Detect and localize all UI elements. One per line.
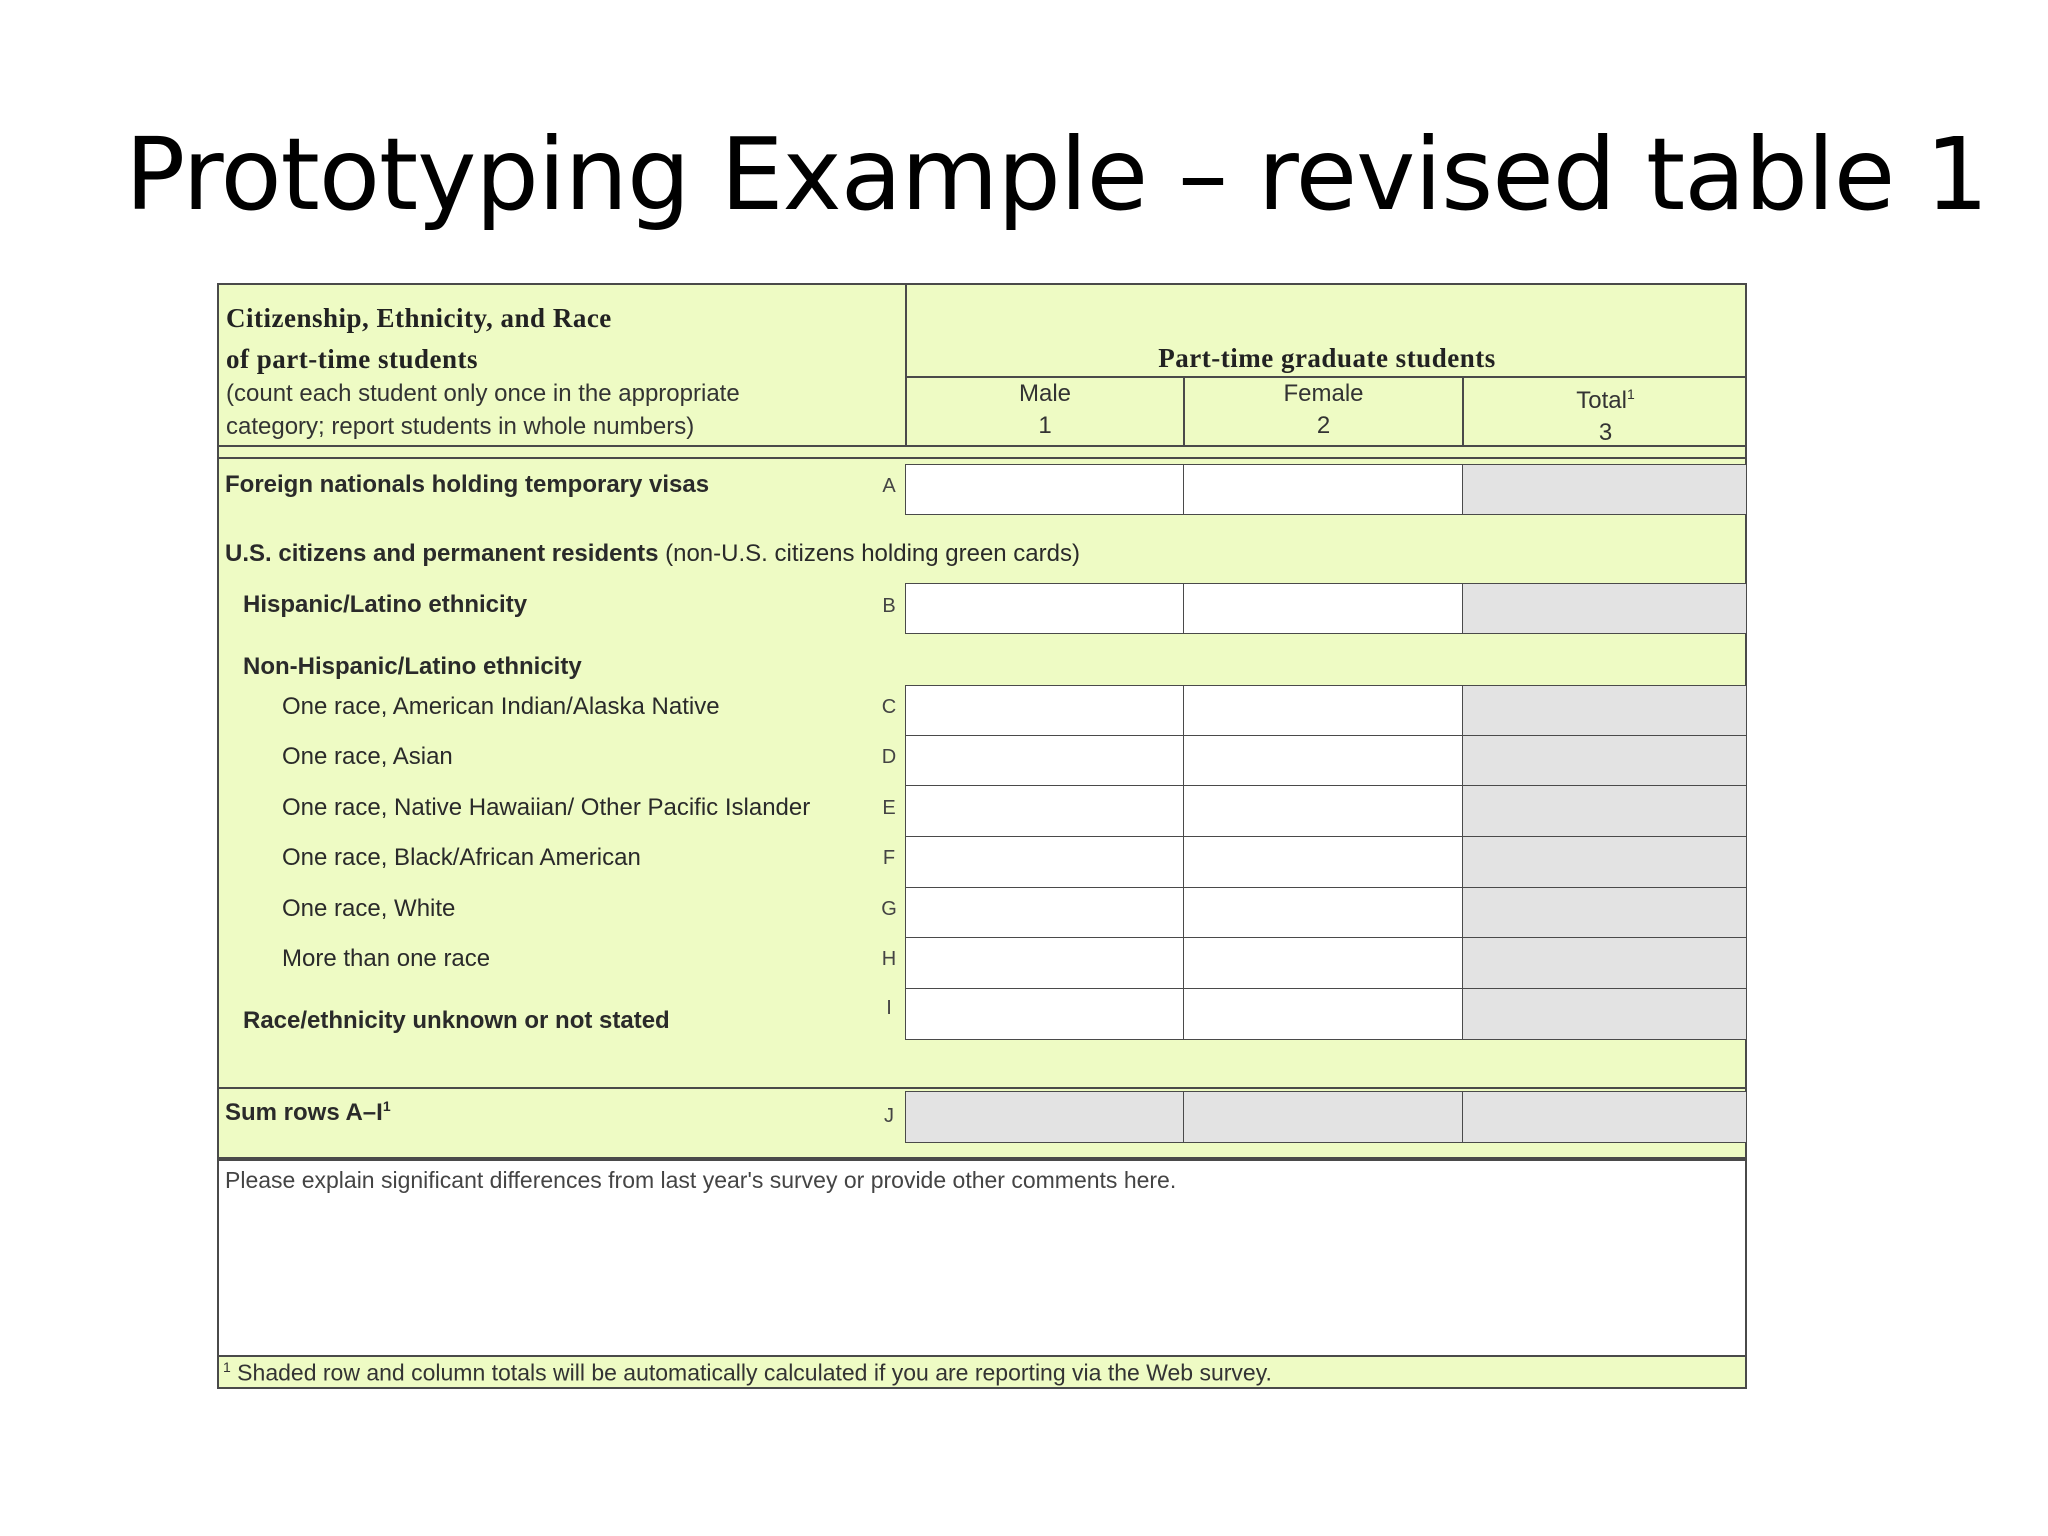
- row-j-female-cell: [1183, 1091, 1463, 1143]
- column-number: 1: [1038, 412, 1052, 439]
- row-f-male-input[interactable]: [905, 836, 1184, 888]
- comments-textarea[interactable]: [219, 1159, 1745, 1357]
- row-e-female-input[interactable]: [1183, 785, 1463, 837]
- row-a-male-input[interactable]: [905, 464, 1184, 515]
- row-d-male-input[interactable]: [905, 735, 1184, 786]
- section-bold-text: U.S. citizens and permanent residents: [225, 540, 659, 567]
- column-number: 3: [1598, 419, 1613, 446]
- row-a-female-input[interactable]: [1183, 464, 1463, 515]
- slide-title: Prototyping Example – revised table 1: [125, 116, 1988, 233]
- column-label: Female: [1283, 380, 1364, 407]
- row-b-female-input[interactable]: [1183, 583, 1463, 634]
- row-c-label: One race, American Indian/Alaska Native: [282, 693, 720, 720]
- column-label: Total: [1576, 387, 1627, 414]
- row-h-total-cell: [1462, 937, 1747, 989]
- row-a-total-cell: [1462, 464, 1747, 515]
- row-j-letter: J: [884, 1105, 894, 1127]
- header-note-line1: (count each student only once in the appropriate: [226, 380, 740, 407]
- row-d-total-cell: [1462, 735, 1747, 786]
- row-e-letter: E: [882, 797, 896, 819]
- row-e-total-cell: [1462, 785, 1747, 837]
- column-footnote-marker: 1: [1626, 386, 1635, 402]
- row-j-footnote-marker: 1: [382, 1098, 391, 1114]
- comments-prompt: Please explain significant differences from last year's survey or provide other comments here.: [225, 1167, 1177, 1193]
- header-note-line2: category; report students in whole numbers): [226, 413, 695, 440]
- row-a-letter: A: [882, 475, 896, 497]
- row-d-letter: D: [881, 746, 897, 768]
- row-g-total-cell: [1462, 887, 1747, 938]
- row-i-total-cell: [1462, 988, 1747, 1040]
- row-i-female-input[interactable]: [1183, 988, 1463, 1040]
- row-f-total-cell: [1462, 836, 1747, 888]
- sum-row-top-rule: [219, 1087, 1745, 1089]
- row-g-male-input[interactable]: [905, 887, 1184, 938]
- row-f-label: One race, Black/African American: [282, 844, 641, 871]
- row-b-total-cell: [1462, 583, 1747, 634]
- row-b-label: Hispanic/Latino ethnicity: [243, 591, 528, 618]
- section-us-citizens: [225, 540, 1080, 568]
- column-header-male: [907, 378, 1183, 442]
- row-h-label: More than one race: [282, 945, 491, 972]
- column-header-female: [1185, 378, 1462, 442]
- row-c-male-input[interactable]: [905, 685, 1184, 736]
- column-number: 2: [1316, 412, 1331, 439]
- group-title: Part-time graduate students: [1158, 343, 1496, 373]
- footnote-marker: 1: [223, 1359, 231, 1375]
- subheading-non-hispanic: Non-Hispanic/Latino ethnicity: [243, 653, 582, 680]
- section-rest-text: (non-U.S. citizens holding green cards): [658, 540, 1080, 567]
- row-j-label: [225, 1098, 391, 1127]
- row-i-letter: I: [886, 997, 892, 1019]
- row-d-female-input[interactable]: [1183, 735, 1463, 786]
- row-c-letter: C: [881, 696, 897, 718]
- row-a-label: Foreign nationals holding temporary visas: [225, 471, 710, 498]
- row-h-female-input[interactable]: [1183, 937, 1463, 989]
- row-f-female-input[interactable]: [1183, 836, 1463, 888]
- footnote: [223, 1359, 1272, 1387]
- row-b-letter: B: [882, 595, 896, 617]
- row-b-male-input[interactable]: [905, 583, 1184, 634]
- row-g-label: One race, White: [282, 895, 456, 922]
- row-i-male-input[interactable]: [905, 988, 1184, 1040]
- survey-form-table: [217, 283, 1747, 1389]
- row-e-label: One race, Native Hawaiian/ Other Pacific Islander: [282, 794, 811, 821]
- row-j-male-cell: [905, 1091, 1184, 1143]
- header-bottom-rule: [219, 445, 1745, 447]
- row-g-letter: G: [881, 898, 897, 920]
- row-j-total-cell: [1462, 1091, 1747, 1143]
- row-i-label: Race/ethnicity unknown or not stated: [243, 1007, 670, 1034]
- row-h-male-input[interactable]: [905, 937, 1184, 989]
- column-label: Male: [1018, 380, 1072, 407]
- header-title-line1: Citizenship, Ethnicity, and Race: [226, 303, 612, 333]
- row-h-letter: H: [881, 948, 897, 970]
- row-j-label-text: Sum rows A–I: [225, 1099, 383, 1126]
- row-c-female-input[interactable]: [1183, 685, 1463, 736]
- row-e-male-input[interactable]: [905, 785, 1184, 837]
- row-c-total-cell: [1462, 685, 1747, 736]
- row-g-female-input[interactable]: [1183, 887, 1463, 938]
- footnote-text: Shaded row and column totals will be automatically calculated if you are reporting via the Web survey.: [230, 1359, 1272, 1386]
- header-bottom-rule-2: [219, 457, 1745, 459]
- header-title-line2: of part-time students: [226, 344, 478, 374]
- column-header-total: [1464, 378, 1747, 449]
- row-f-letter: F: [882, 847, 896, 869]
- row-d-label: One race, Asian: [282, 743, 453, 770]
